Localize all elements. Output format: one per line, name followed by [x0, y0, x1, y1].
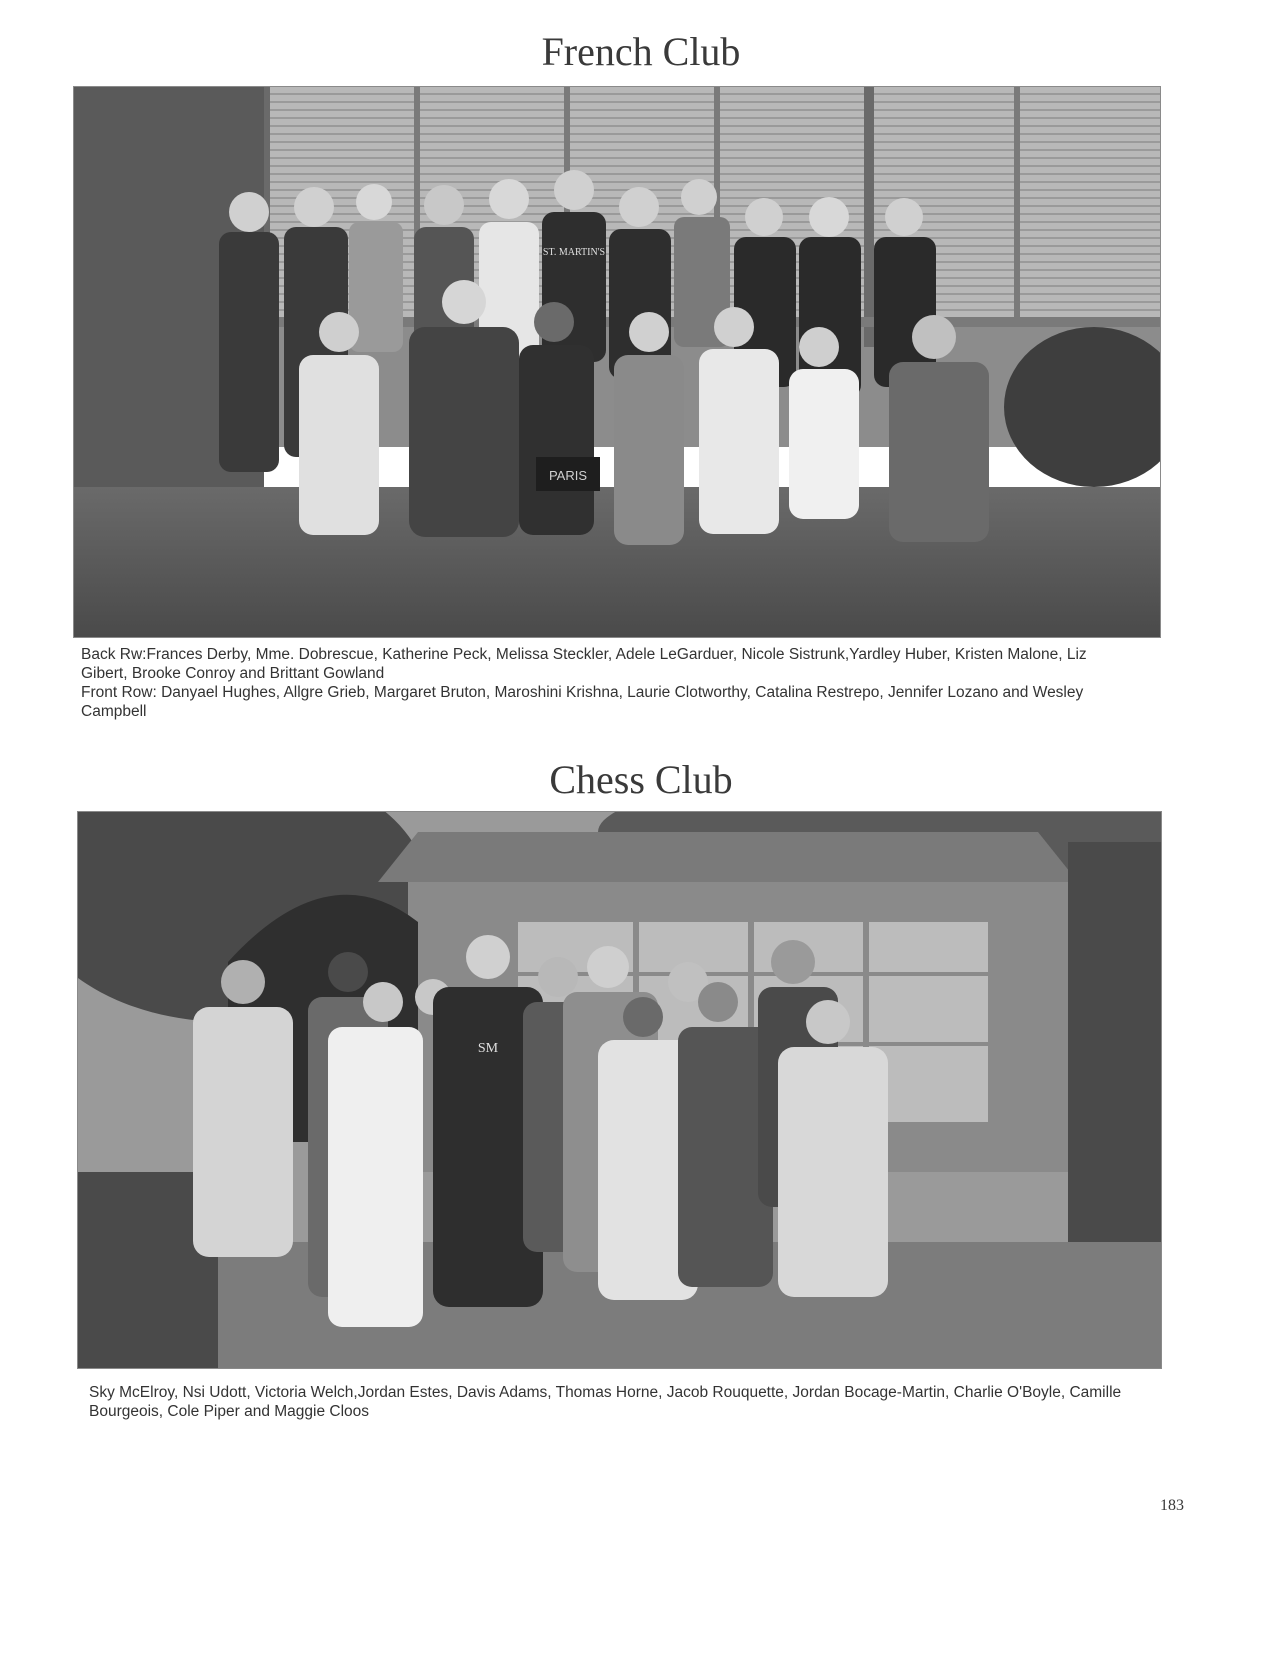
french-club-title: French Club: [541, 29, 741, 74]
paris-sign-text: PARIS: [548, 468, 588, 483]
back-row-caption: Back Rw:Frances Derby, Mme. Dobrescue, Katherine Peck, Melissa Steckler, Adele LeGarduer, Nicole Sistrunk,Yardley Huber, Kristen Malone, Liz Gibert, Brooke Conroy and Brittant Gowland: [81, 646, 1087, 682]
page-number: 183: [1160, 1497, 1184, 1514]
french-club-caption: [81, 645, 1091, 721]
chess-club-photo: [77, 811, 1162, 1369]
chess-club-photo-image: [78, 812, 1161, 1368]
shirt-text: ST. MARTIN'S: [542, 247, 606, 258]
chess-club-caption: Sky McElroy, Nsi Udott, Victoria Welch,Jordan Estes, Davis Adams, Thomas Horne, Jacob Rouquette, Jordan Bocage-Martin, Charlie O'Boyle, Camille Bourgeois, Cole Piper and Maggie Cloos: [89, 1384, 1122, 1420]
french-club-photo: [73, 86, 1161, 638]
chess-club-title: Chess Club: [549, 757, 733, 802]
front-row-caption: Front Row: Danyael Hughes, Allgre Grieb, Margaret Bruton, Maroshini Krishna, Laurie Clotworthy, Catalina Restrepo, Jennifer Lozano and Wesley Campbell: [81, 684, 1084, 720]
sm-shirt-text: SM: [477, 1041, 499, 1056]
french-club-photo-image: [74, 87, 1160, 637]
